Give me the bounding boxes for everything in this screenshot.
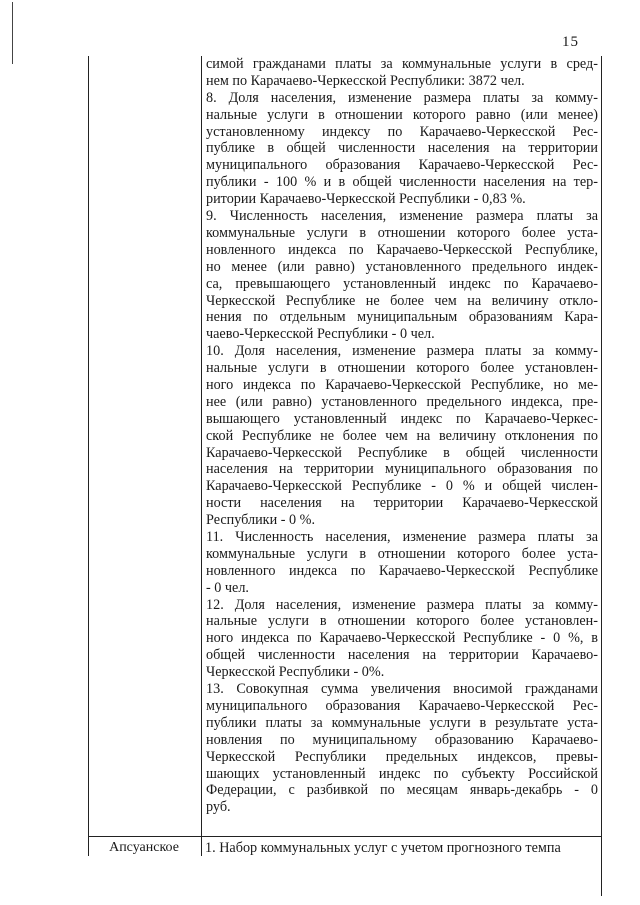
text-line: Черкесской Республики - 0%. — [206, 664, 385, 681]
table-column-divider — [201, 56, 202, 856]
text-line: коммунальные услуги в отношении которого более уста- — [206, 545, 598, 562]
last-row-text: 1. Набор коммунальных услуг с учетом прогнозного темпа — [205, 840, 561, 856]
text-line: публике в общей численности населения на территории — [206, 140, 598, 157]
text-line: общей численности населения на территории Карачаево- — [206, 647, 598, 664]
text-line: нее (или равно) установленного предельного индекса, пре- — [206, 393, 598, 410]
text-line: муниципального образования Карачаево-Черкесской Рес- — [206, 157, 598, 174]
text-line: муниципального образования Карачаево-Черкесской Рес- — [206, 697, 598, 714]
text-line: Республики - 0 %. — [206, 512, 315, 529]
text-line: нальные услуги в отношении которого более установлен- — [206, 613, 598, 630]
text-line: публики - 100 % и в общей численности населения на тер- — [206, 174, 598, 191]
text-line: коммунальные услуги в отношении которого более уста- — [206, 224, 598, 241]
text-line: нальные услуги в отношении которого равно (или менее) — [206, 106, 598, 123]
margin-mark — [12, 2, 13, 64]
text-line: Черкесской Республики предельных индексов, превы- — [206, 748, 598, 765]
text-line: вышающего установленный индекс по Карачаево-Черкес- — [206, 410, 598, 427]
text-line: 8. Доля населения, изменение размера платы за комму- — [206, 89, 598, 106]
text-line: 10. Доля населения, изменение размера платы за комму- — [206, 343, 598, 360]
text-line: шающих установленный индекс по субъекту Российской — [206, 765, 598, 782]
text-line: ного индекса по Карачаево-Черкесской Республике - 0 %, в — [206, 630, 598, 647]
text-line: ской Республике не более чем на величину отклонения по — [206, 427, 598, 444]
text-line: чаево-Черкесской Республики - 0 чел. — [206, 326, 435, 343]
text-line: симой гражданами платы за коммунальные услуги в сред- — [206, 56, 598, 72]
text-line: Карачаево-Черкесской Республике в общей численности — [206, 444, 598, 461]
text-line: 11. Численность населения, изменение размера платы за — [206, 529, 598, 545]
text-line: установленному индексу по Карачаево-Черкесской Рес- — [206, 123, 598, 140]
table-left-border — [88, 56, 89, 856]
text-line: новленного индекса по Карачаево-Черкесской Республике, — [206, 241, 598, 258]
table-right-border — [601, 56, 602, 896]
text-line: публики платы за коммунальные услуги в результате уста- — [206, 714, 598, 731]
page-number: 15 — [562, 34, 579, 50]
text-line: ритории Карачаево-Черкесской Республики - 0,83 %. — [206, 191, 526, 208]
content-cell — [206, 56, 598, 816]
text-line: нем по Карачаево-Черкесской Республики: 3872 чел. — [206, 72, 525, 89]
text-line: 9. Численность населения, изменение размера платы за — [206, 208, 598, 225]
text-line: Федерации, с разбивкой по месяцам январь-декабрь - 0 — [206, 782, 598, 799]
text-line: ности населения на территории Карачаево-Черкесской — [206, 495, 598, 512]
text-line: ного индекса по Карачаево-Черкесской Республике, но ме- — [206, 376, 598, 393]
row-divider — [88, 836, 602, 837]
text-line: Черкесской Республике не более чем на величину отклo- — [206, 292, 598, 309]
text-line: новления по муниципальному образованию Карачаево- — [206, 731, 598, 748]
text-line: населения на территории муниципального образования по — [206, 461, 598, 478]
text-line: новленного индекса по Карачаево-Черкесской Республике — [206, 562, 598, 579]
municipality-label: Апсуанское — [109, 840, 179, 855]
text-line: нения по отдельным муниципальным образованиям Кара- — [206, 309, 598, 326]
text-line: но менее (или равно) установленного предельного индек- — [206, 258, 598, 275]
text-line: - 0 чел. — [206, 579, 249, 596]
text-line: Карачаево-Черкесской Республике - 0 % и общей числен- — [206, 478, 598, 495]
text-line: руб. — [206, 799, 231, 816]
text-line: 13. Совокупная сумма увеличения вносимой гражданами — [206, 681, 598, 698]
text-line: са, превышающего установленный индекс по Карачаево- — [206, 275, 598, 292]
table — [88, 56, 602, 896]
text-line: нальные услуги в отношении которого более установлен- — [206, 360, 598, 377]
text-line: 12. Доля населения, изменение размера платы за комму- — [206, 596, 598, 613]
